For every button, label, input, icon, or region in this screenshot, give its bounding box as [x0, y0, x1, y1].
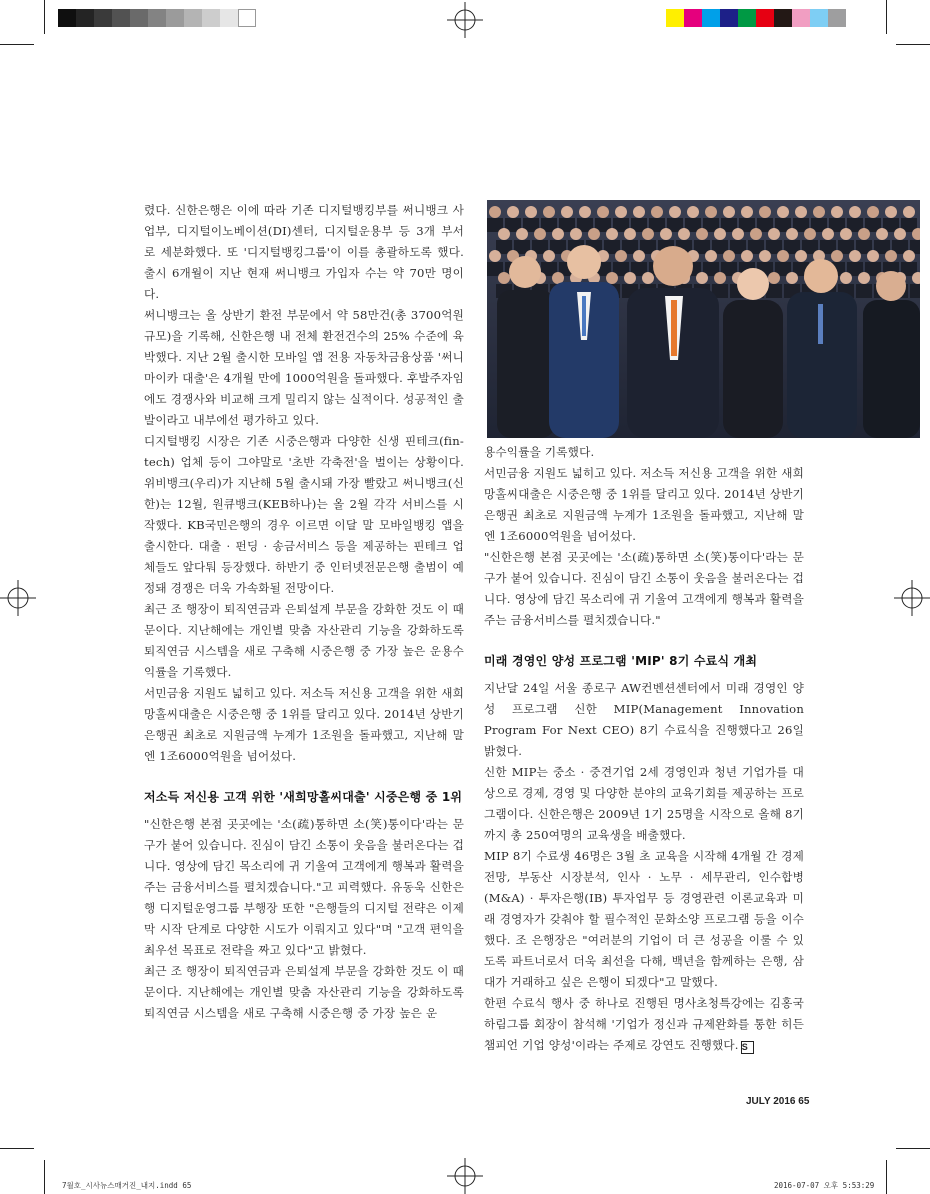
gray-step-bar [58, 9, 256, 27]
crop-mark [0, 1148, 34, 1149]
section-heading: 저소득 저신용 고객 위한 '새희망홀씨대출' 시중은행 중 1위 [144, 790, 463, 804]
crowd-head [867, 206, 879, 218]
crop-mark [886, 1160, 887, 1194]
body-paragraph: 최근 조 행장이 퇴직연금과 은퇴설계 부문을 강화한 것도 이 때문이다. 지난해에는 개인별 맞춤 자산관리 기능을 강화하도록 퇴직연금 시스템을 새로 구축해 시중은행 중 가장 높은 운용수익률을 기록했다. [144, 602, 464, 679]
registration-mark-icon [0, 580, 36, 616]
color-swatch [792, 9, 810, 27]
last-paragraph-text: 한편 수료식 행사 중 하나로 진행된 명사초청특강에는 김홍국 하림그룹 회장이 참석해 '기업가 정신과 규제완화를 통한 히든챔피언 기업 양성'이라는 주제로 강연도 진행했다. [484, 996, 804, 1052]
body-paragraph: MIP 8기 수료생 46명은 3월 초 교육을 시작해 4개월 간 경제전망, 부동산 시장분석, 인사 · 노무 · 세무관리, 인수합병(M&A) · 투자은행(IB) 투자업무 등 경영관련 이론교육과 미래 경영자가 갖춰야 할 필수적인 문화소양 프로그램 등을 이수했다. 조 은행장은 "여러분의 기업이 더 큰 성공을 이룰 수 있도록 파트너로서 더욱 최선을 다해, 백년을 함께하는 은행, 삼대가 거래하고 싶은 은행이 되겠다"고 말했다. [484, 849, 804, 989]
body-paragraph: 서민금융 지원도 넓히고 있다. 저소득 저신용 고객을 위한 새희망홀씨대출은 시중은행 중 1위를 달리고 있다. 2014년 상반기 은행권 최초로 지원금액 누계가 1조원을 돌파했고, 지난해 말엔 1조6000억원을 넘어섰다. [484, 466, 804, 543]
gray-swatch [220, 9, 238, 27]
crowd-head [615, 206, 627, 218]
crowd-head [858, 228, 870, 240]
crowd-body [910, 284, 920, 298]
crowd-head [489, 250, 501, 262]
color-swatch [702, 9, 720, 27]
left-column [144, 200, 464, 1024]
crop-mark [896, 44, 930, 45]
crowd-head [696, 228, 708, 240]
group-photo [487, 200, 920, 438]
crowd-head [624, 272, 636, 284]
crowd-head [579, 206, 591, 218]
gray-swatch [112, 9, 130, 27]
crowd-head [723, 206, 735, 218]
crowd-head [903, 206, 915, 218]
body-paragraph [484, 993, 804, 1056]
crowd-head [489, 206, 501, 218]
crowd-head [705, 206, 717, 218]
gray-swatch [166, 9, 184, 27]
gray-swatch [58, 9, 76, 27]
color-swatch [810, 9, 828, 27]
crowd-head [795, 250, 807, 262]
crowd-head [633, 250, 645, 262]
crowd-head [714, 272, 726, 284]
page-folio: JULY 2016 65 [746, 1096, 810, 1107]
section-heading: 미래 경영인 양성 프로그램 'MIP' 8기 수료식 개최 [484, 654, 758, 668]
crowd-head [642, 228, 654, 240]
crowd-head [840, 272, 852, 284]
crowd-head [561, 206, 573, 218]
crop-mark [44, 1160, 45, 1194]
crowd-head [696, 272, 708, 284]
crowd-head [552, 272, 564, 284]
crop-mark [0, 44, 34, 45]
group-photo-icon [487, 200, 920, 438]
crowd-head [885, 206, 897, 218]
crowd-head [498, 228, 510, 240]
crowd-head [606, 272, 618, 284]
crowd-head [885, 250, 897, 262]
crowd-head [786, 228, 798, 240]
crowd-head [732, 228, 744, 240]
crowd-head [867, 250, 879, 262]
gray-swatch [76, 9, 94, 27]
crowd-head [570, 228, 582, 240]
crop-mark [896, 1148, 930, 1149]
body-paragraph: "신한은행 본점 곳곳에는 '소(疏)통하면 소(笑)통이다'라는 문구가 붙어 있습니다. 진심이 담긴 소통이 웃음을 불러온다는 겁니다. 영상에 담긴 목소리에 귀 기울여 고객에게 행복과 활력을 주는 금융서비스를 펼치겠습니다."고 피력했다. 유동욱 신한은행 디지털운영그룹 부행장 또한 "은행들의 디지털 전략은 이제 막 시작 단계로 다양한 시도가 이뤄지고 있다"며 "고객 편익을 최우선 목표로 전략을 짜고 있다"고 밝혔다. [144, 817, 464, 957]
crowd-body [856, 284, 872, 298]
crowd-head [678, 228, 690, 240]
crowd-head [714, 228, 726, 240]
color-swatch [684, 9, 702, 27]
crowd-head [507, 206, 519, 218]
color-swatch [774, 9, 792, 27]
end-mark-icon: S [741, 1041, 754, 1054]
slug-timestamp: 2016-07-07 오후 5:53:29 [774, 1181, 875, 1190]
crowd-head [876, 228, 888, 240]
crowd-head [741, 206, 753, 218]
crowd-head [768, 228, 780, 240]
crowd-head [498, 272, 510, 284]
crop-mark [886, 0, 887, 34]
crowd-head [669, 206, 681, 218]
crowd-head [660, 228, 672, 240]
crowd-head [525, 206, 537, 218]
crowd-head [687, 206, 699, 218]
crowd-head [543, 250, 555, 262]
crowd-head [552, 228, 564, 240]
body-paragraph: "신한은행 본점 곳곳에는 '소(疏)통하면 소(笑)통이다'라는 문구가 붙어 있습니다. 진심이 담긴 소통이 웃음을 불러온다는 겁니다. 영상에 담긴 목소리에 귀 기울여 고객에게 행복과 활력을 주는 금융서비스를 펼치겠습니다." [484, 550, 804, 627]
crowd-head [786, 272, 798, 284]
crowd-head [642, 272, 654, 284]
crowd-head [651, 206, 663, 218]
crowd-head [633, 206, 645, 218]
gray-swatch [130, 9, 148, 27]
gray-swatch [148, 9, 166, 27]
body-paragraph: 디지털뱅킹 시장은 기존 시중은행과 다양한 신생 핀테크(fin-tech) 업체 등이 그야말로 '초반 각축전'을 벌이는 상황이다. 위비뱅크(우리)가 지난해 5월 출시돼 가장 빨랐고 써니뱅크(신한)는 12월, 원큐뱅크(KEB하나)는 올 2월 각각 서비스를 시작했다. KB국민은행의 경우 이르면 이달 말 모바일뱅킹 앱을 출시한다. 대출 · 펀딩 · 송금서비스 등을 제공하는 핀테크 업체들도 앞다퉈 등장했다. 하반기 중 인터넷전문은행 출범이 예정돼 경쟁은 더욱 가속화될 전망이다. [144, 434, 464, 595]
right-column [484, 442, 804, 1056]
body-paragraph: 용수익률을 기록했다. [484, 445, 595, 459]
body-paragraph: 써니뱅크는 올 상반기 환전 부문에서 약 58만건(총 3700억원 규모)을 기록해, 신한은행 내 전체 환전건수의 25% 수준에 육박했다. 지난 2월 출시한 모바일 앱 전용 자동차금융상품 '써니 마이카 대출'은 4개월 만에 1000억원을 돌파했다. 후발주자임에도 경쟁사와 비교해 크게 밀리지 않는 실적이다. 성공적인 출발이라고 내부에선 평가하고 있다. [144, 308, 464, 427]
crowd-head [831, 206, 843, 218]
color-swatch [666, 9, 684, 27]
gray-swatch [184, 9, 202, 27]
crowd-head [849, 250, 861, 262]
crowd-head [534, 228, 546, 240]
color-swatch [738, 9, 756, 27]
crowd-head [795, 206, 807, 218]
crowd-head [840, 228, 852, 240]
crowd-head [705, 250, 717, 262]
crowd-head [516, 228, 528, 240]
slug-filename: 7월호_시사뉴스매거진_내지.indd 65 [62, 1181, 192, 1190]
body-paragraph: 서민금융 지원도 넓히고 있다. 저소득 저신용 고객을 위한 새희망홀씨대출은 시중은행 중 1위를 달리고 있다. 2014년 상반기 은행권 최초로 지원금액 누계가 1조원을 돌파했고, 지난해 말엔 1조6000억원을 넘어섰다. [144, 686, 464, 763]
registration-mark-icon [447, 1158, 483, 1194]
crowd-head [777, 250, 789, 262]
color-swatch [756, 9, 774, 27]
registration-mark-icon [894, 580, 930, 616]
gray-swatch [202, 9, 220, 27]
body-paragraph: 신한 MIP는 중소 · 중견기업 2세 경영인과 청년 기업가를 대상으로 경제, 경영 및 다양한 분야의 교육기회를 제공하는 프로그램이다. 신한은행은 2009년 1기 25명을 시작으로 올해 8기까지 총 250여명의 교육생을 배출했다. [484, 765, 804, 842]
crowd-head [741, 250, 753, 262]
crop-mark [44, 0, 45, 34]
crowd-head [759, 250, 771, 262]
crowd-head [615, 250, 627, 262]
registration-mark-icon [447, 2, 483, 38]
body-paragraph: 렸다. 신한은행은 이에 따라 기존 디지털뱅킹부를 써니뱅크 사업부, 디지털이노베이션(DI)센터, 디지털운용부 등 3개 부서로 세분화했다. 또 '디지털뱅킹그룹'이 이를 총괄하도록 했다. 출시 6개월이 지난 현재 써니뱅크 가입자 수는 약 70만 명이다. [144, 203, 464, 301]
body-paragraph: 지난달 24일 서울 종로구 AW컨벤션센터에서 미래 경영인 양성 프로그램 신한 MIP(Management Innovation Program For Next CEO) 8기 수료식을 진행했다고 26일 밝혔다. [484, 681, 804, 758]
crowd-head [903, 250, 915, 262]
crowd-head [894, 228, 906, 240]
crowd-head [858, 272, 870, 284]
crowd-head [831, 250, 843, 262]
body-paragraph: 최근 조 행장이 퇴직연금과 은퇴설계 부문을 강화한 것도 이 때문이다. 지난해에는 개인별 맞춤 자산관리 기능을 강화하도록 퇴직연금 시스템을 새로 구축해 시중은행 중 가장 높은 운 [144, 964, 464, 1020]
crowd-head [822, 228, 834, 240]
crowd-head [813, 206, 825, 218]
crowd-head [624, 228, 636, 240]
crowd-head [723, 250, 735, 262]
crowd-head [750, 228, 762, 240]
color-bar [666, 9, 846, 27]
crowd-head [597, 206, 609, 218]
crowd-head [768, 272, 780, 284]
crowd-head [543, 206, 555, 218]
crowd-head [804, 228, 816, 240]
crowd-head [606, 228, 618, 240]
gray-swatch [238, 9, 256, 27]
crowd-head [588, 228, 600, 240]
color-swatch [720, 9, 738, 27]
crowd-head [759, 206, 771, 218]
color-swatch [828, 9, 846, 27]
gray-swatch [94, 9, 112, 27]
crowd-head [777, 206, 789, 218]
crowd-head [849, 206, 861, 218]
